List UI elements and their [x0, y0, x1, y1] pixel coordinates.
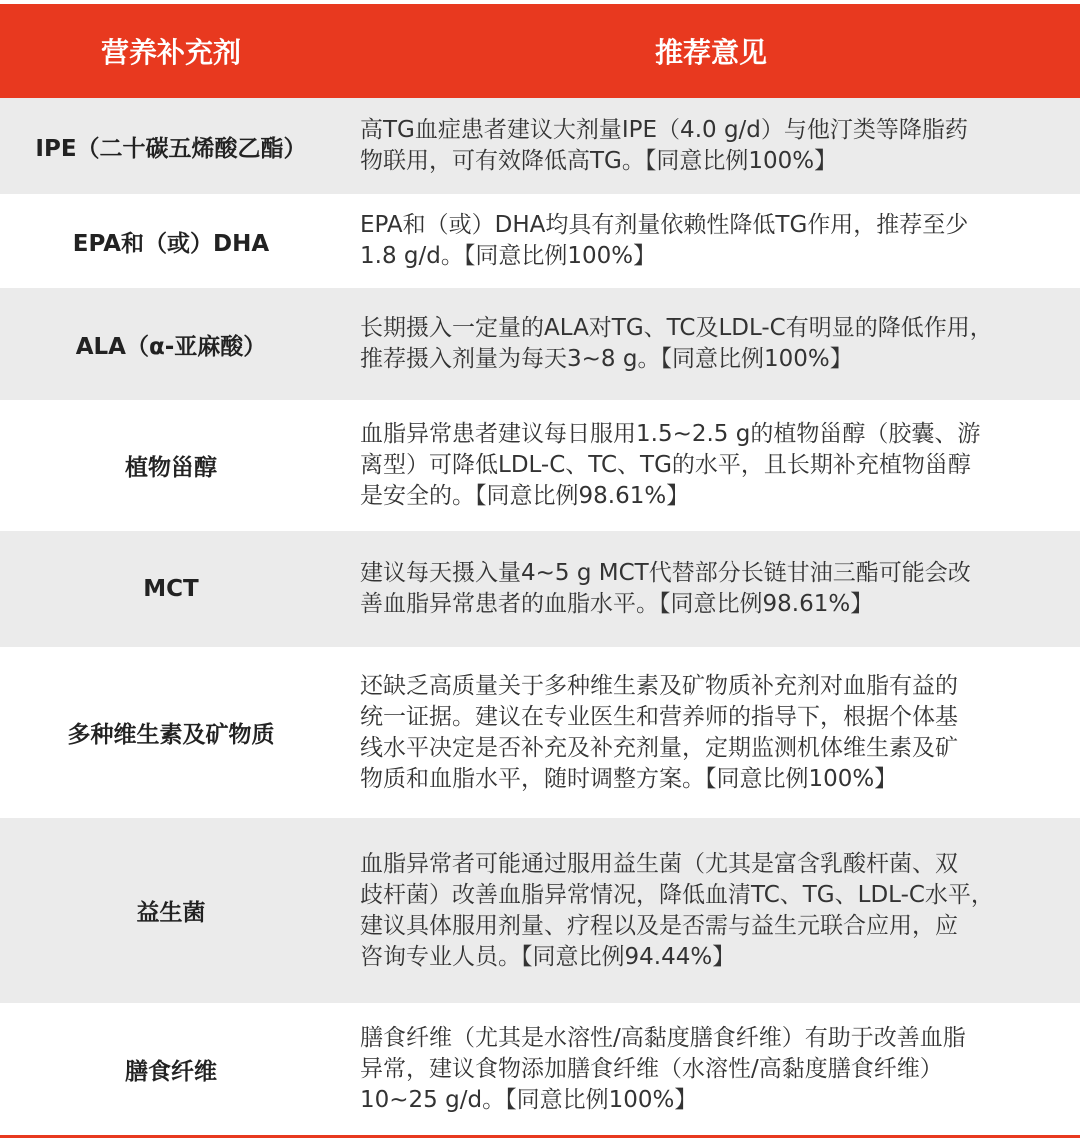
supplement-name: MCT: [143, 576, 199, 602]
recommendation-text: [360, 194, 1064, 288]
recommendation-line: 血脂异常患者建议每日服用1.5~2.5 g的植物甾醇（胶囊、游: [360, 421, 981, 447]
recommendation-text: [360, 531, 1064, 647]
recommendation-line: 离型）可降低LDL-C、TC、TG的水平，且长期补充植物甾醇: [360, 452, 971, 478]
table-row: [0, 194, 1080, 288]
recommendation-line: 还缺乏高质量关于多种维生素及矿物质补充剂对血脂有益的: [360, 672, 958, 699]
supplement-name: ALA（α-亚麻酸）: [75, 333, 267, 360]
recommendation-line: 长期摄入一定量的ALA对TG、TC及LDL-C有明显的降低作用，: [360, 315, 993, 341]
supplement-name: EPA和（或）DHA: [72, 230, 270, 257]
recommendation-line: 善血脂异常患者的血脂水平。【同意比例98.61%】: [360, 591, 874, 617]
recommendation-line: 建议具体服用剂量、疗程以及是否需与益生元联合应用，应: [360, 912, 958, 939]
table-row: [0, 288, 1080, 400]
recommendation-line: 10~25 g/d。【同意比例100%】: [360, 1086, 698, 1113]
recommendation-text: [360, 98, 1064, 194]
table-row: [0, 400, 1080, 531]
recommendation-text: [360, 647, 1064, 818]
header-supplement: 营养补充剂: [100, 36, 241, 69]
recommendation-line: 咨询专业人员。【同意比例94.44%】: [360, 943, 736, 970]
supplement-name: IPE（二十碳五烯酸乙酯）: [35, 135, 307, 162]
supplement-name: 植物甾醇: [125, 455, 217, 481]
table-row: [0, 818, 1080, 1003]
recommendation-line: 血脂异常者可能通过服用益生菌（尤其是富含乳酸杆菌、双: [360, 850, 958, 877]
recommendation-line: 1.8 g/d。【同意比例100%】: [360, 243, 657, 269]
recommendation-line: 线水平决定是否补充及补充剂量，定期监测机体维生素及矿: [360, 734, 958, 761]
supplement-name: 益生菌: [136, 900, 206, 926]
recommendation-text: [360, 288, 1064, 400]
recommendation-line: 是安全的。【同意比例98.61%】: [360, 483, 690, 509]
recommendation-line: 建议每天摄入量4~5 g MCT代替部分长链甘油三酯可能会改: [360, 560, 971, 586]
recommendation-line: 物联用，可有效降低高TG。【同意比例100%】: [360, 148, 838, 174]
table-bottom-border: [0, 1135, 1080, 1138]
table-row: [0, 1003, 1080, 1135]
recommendation-text: [360, 400, 1064, 531]
supplement-name: 多种维生素及矿物质: [67, 722, 275, 748]
recommendation-text: [360, 1003, 1064, 1135]
table-row: [0, 531, 1080, 647]
recommendation-line: 高TG血症患者建议大剂量IPE（4.0 g/d）与他汀类等降脂药: [360, 117, 968, 143]
table-header: [0, 4, 1080, 98]
recommendation-line: 物质和血脂水平，随时调整方案。【同意比例100%】: [360, 765, 898, 792]
recommendation-line: EPA和（或）DHA均具有剂量依赖性降低TG作用，推荐至少: [360, 212, 969, 238]
recommendation-line: 异常，建议食物添加膳食纤维（水溶性/高黏度膳食纤维）: [360, 1055, 943, 1082]
supplement-name: 膳食纤维: [125, 1058, 217, 1085]
recommendation-line: 推荐摄入剂量为每天3~8 g。【同意比例100%】: [360, 346, 853, 372]
recommendation-line: 统一证据。建议在专业医生和营养师的指导下，根据个体基: [360, 703, 958, 730]
table-row: [0, 647, 1080, 818]
header-recommendation: 推荐意见: [654, 36, 767, 69]
table-row: [0, 98, 1080, 194]
recommendation-text: [360, 818, 1064, 1003]
recommendation-line: 歧杆菌）改善血脂异常情况，降低血清TC、TG、LDL-C水平，: [360, 881, 994, 908]
recommendation-line: 膳食纤维（尤其是水溶性/高黏度膳食纤维）有助于改善血脂: [360, 1024, 966, 1051]
